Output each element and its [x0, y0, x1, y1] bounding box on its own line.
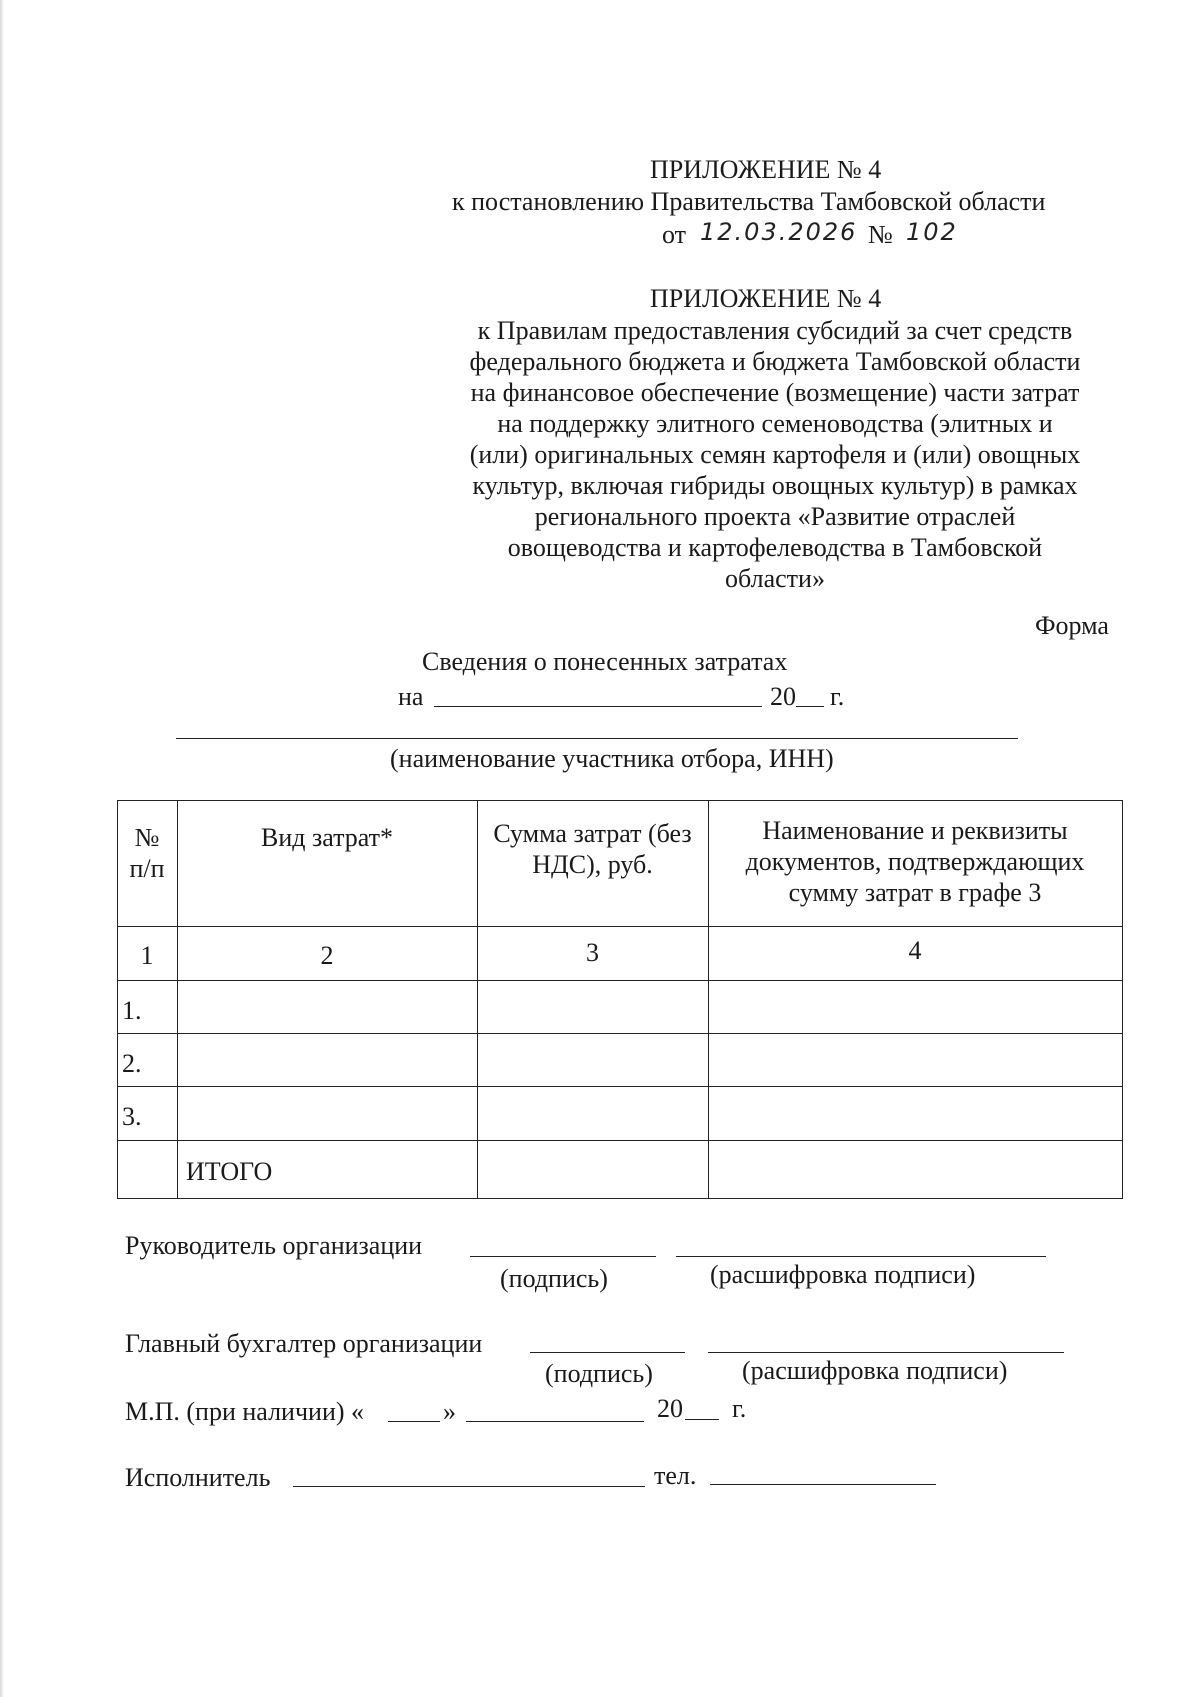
rules-line: регионального проекта «Развитие отраслей: [534, 502, 1016, 531]
head-decoding-line: [676, 1256, 1046, 1257]
header-text: сумму затрат в графе 3: [788, 878, 1042, 907]
scan-left-edge: [0, 0, 4, 1697]
executor-label: Исполнитель: [125, 1463, 271, 1492]
appendix-order-to-line: к постановлению Правительства Тамбовской области: [452, 187, 1046, 216]
rules-line: федерального бюджета и бюджета Тамбовской области: [469, 347, 1081, 376]
stamp-year-suffix: г.: [732, 1394, 747, 1423]
row-number: 2.: [122, 1049, 142, 1078]
rules-line: культур, включая гибриды овощных культур) в рамках: [472, 471, 1078, 500]
participant-line: [176, 738, 1018, 739]
form-label: Форма: [1035, 611, 1109, 640]
table-row-line: [117, 980, 1123, 981]
table-row-line: [117, 1033, 1123, 1034]
rules-line: (или) оригинальных семян картофеля и (или) овощных: [469, 440, 1081, 469]
phone-line: [710, 1484, 936, 1485]
head-signature-caption: (подпись): [500, 1264, 608, 1293]
column-number: 3: [586, 938, 599, 967]
header-text: Вид затрат*: [260, 823, 394, 852]
stamp-month-line: [466, 1421, 644, 1422]
column-number: 1: [140, 941, 154, 970]
appendix-rules-text: [430, 315, 1120, 594]
rules-line: на финансовое обеспечение (возмещение) части затрат: [470, 378, 1080, 407]
handwritten-date: 12.03.2026: [700, 218, 858, 246]
stamp-year-prefix: 20: [657, 1394, 683, 1423]
header-cell-cost-type: [177, 822, 477, 853]
header-text: Наименование и реквизиты: [762, 816, 1068, 845]
rules-line: на поддержку элитного семеноводства (элитных и: [497, 409, 1053, 438]
total-label: ИТОГО: [186, 1157, 273, 1186]
accountant-signature-line: [530, 1352, 685, 1353]
report-year-suffix: г.: [830, 682, 845, 711]
handwritten-number: 102: [906, 218, 958, 246]
header-text: Сумма затрат (без: [493, 819, 692, 848]
appendix-order-number-prefix: №: [868, 220, 893, 249]
table-border-right: [1122, 800, 1123, 1198]
head-signature-line: [470, 1256, 656, 1257]
appendix-order-from-prefix: от: [662, 220, 687, 249]
header-text: п/п: [129, 854, 165, 883]
report-title: Сведения о понесенных затратах: [422, 647, 788, 676]
participant-caption: (наименование участника отбора, ИНН): [390, 744, 834, 773]
header-text: НДС), руб.: [532, 850, 653, 879]
header-cell-cost-sum: [477, 818, 708, 880]
column-number: 4: [908, 936, 922, 965]
table-row-line: [117, 1140, 1123, 1141]
table-column-line: [177, 800, 178, 1198]
report-year-line: [796, 706, 824, 707]
stamp-day-line: [388, 1421, 440, 1422]
header-cell-documents: [708, 815, 1122, 908]
column-number: 2: [320, 941, 334, 970]
rules-line: овощеводства и картофелеводства в Тамбовской: [507, 533, 1043, 562]
stamp-prefix: М.П. (при наличии) «: [125, 1397, 365, 1426]
rules-line: области»: [725, 564, 825, 593]
header-cell-number: [117, 822, 177, 884]
phone-label: тел.: [654, 1461, 697, 1490]
table-border-bottom: [117, 1198, 1123, 1199]
header-text: документов, подтверждающих: [745, 847, 1085, 876]
appendix-order-title: ПРИЛОЖЕНИЕ № 4: [650, 155, 882, 184]
header-text: №: [134, 823, 160, 852]
rules-line: к Правилам предоставления субсидий за счет средств: [477, 316, 1073, 345]
appendix-rules-title: ПРИЛОЖЕНИЕ № 4: [650, 284, 882, 313]
row-number: 1.: [122, 996, 142, 1025]
table-row-line: [117, 1086, 1123, 1087]
row-number: 3.: [122, 1102, 142, 1131]
accountant-label: Главный бухгалтер организации: [125, 1329, 483, 1358]
accountant-decoding-line: [708, 1352, 1064, 1353]
report-date-prefix: на: [398, 682, 424, 711]
report-date-line: [434, 706, 762, 707]
stamp-quote-close: »: [443, 1397, 456, 1426]
stamp-year-line: [685, 1419, 719, 1420]
head-decoding-caption: (расшифровка подписи): [710, 1260, 976, 1289]
executor-line: [293, 1486, 645, 1487]
accountant-decoding-caption: (расшифровка подписи): [742, 1356, 1008, 1385]
head-label: Руководитель организации: [125, 1231, 423, 1260]
table-border-top: [117, 800, 1123, 801]
table-header-bottom: [117, 926, 1123, 927]
accountant-signature-caption: (подпись): [545, 1359, 653, 1388]
report-year-prefix: 20: [770, 682, 796, 711]
